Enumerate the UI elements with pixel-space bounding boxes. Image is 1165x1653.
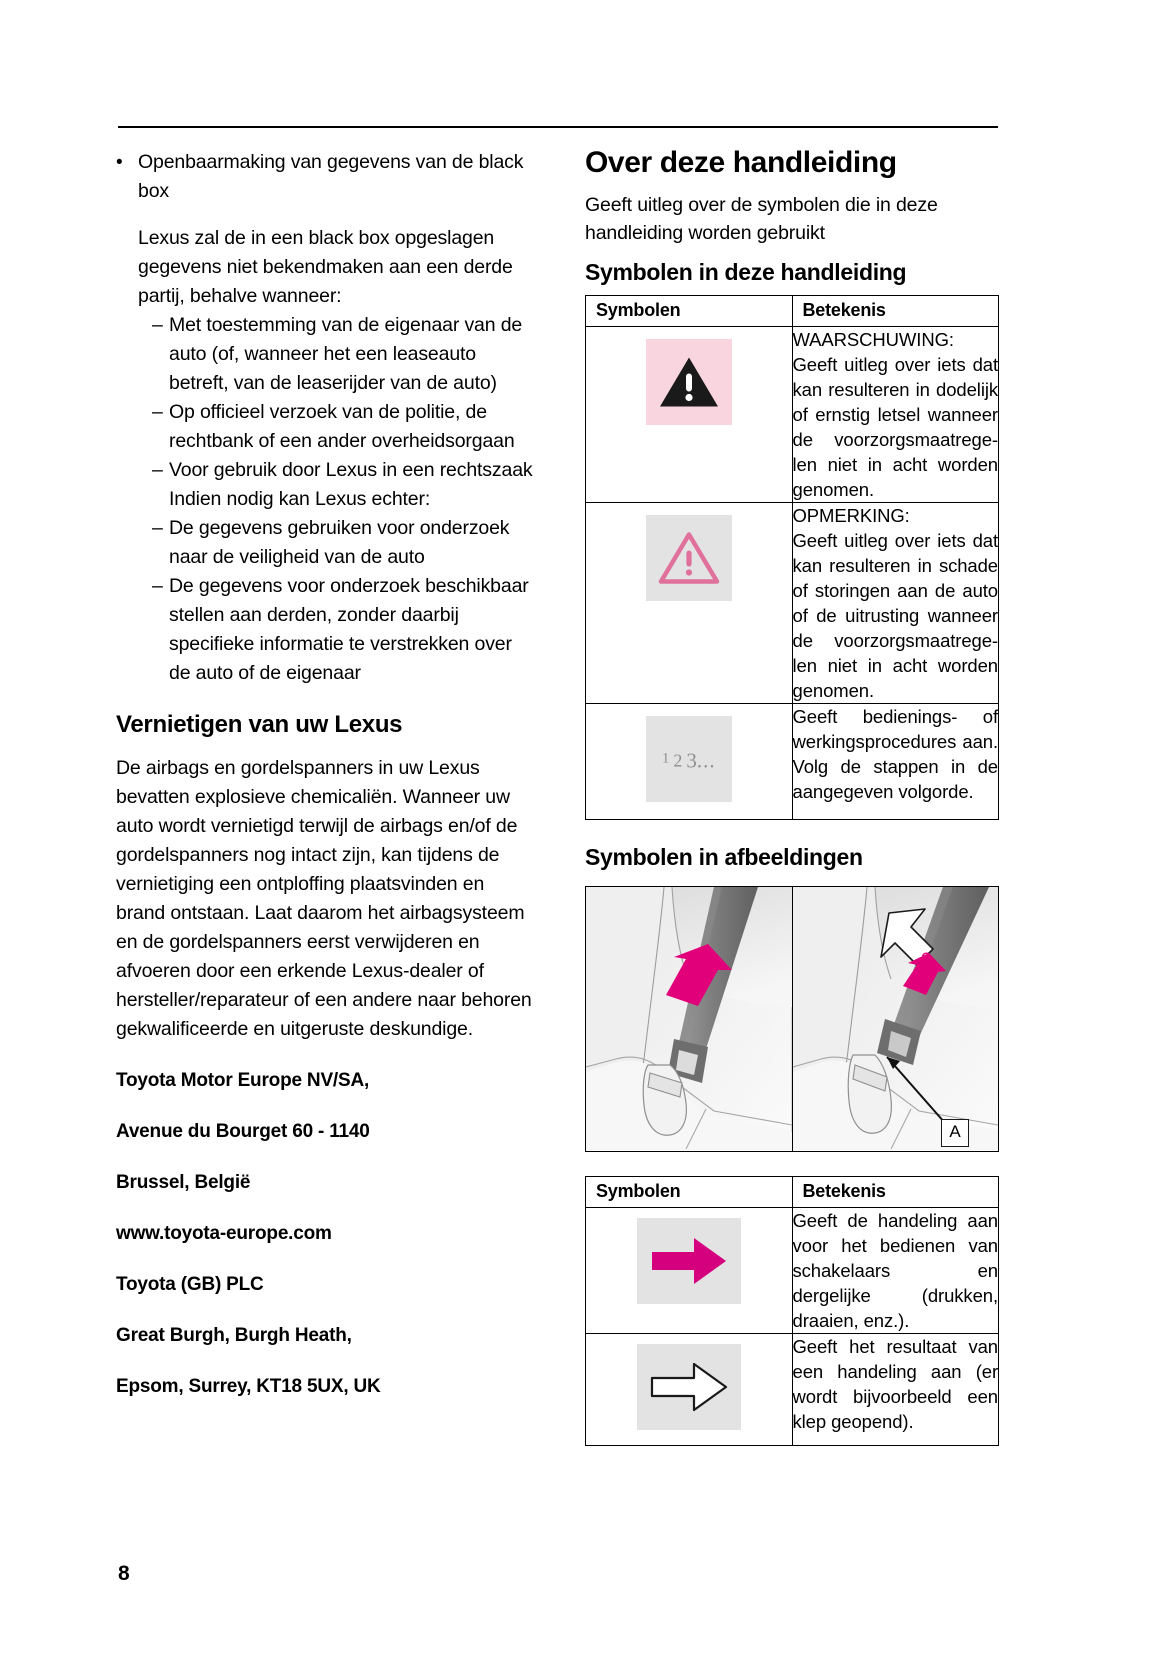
symbols-table-illustrations bbox=[585, 1176, 999, 1446]
dash-item-text: Met toestemming van de eigenaar van de auto (of, wanneer het een leaseauto betreft, van de leaserijder van de auto) bbox=[169, 314, 523, 394]
illustration-callout-a: A bbox=[941, 1119, 969, 1147]
meaning-cell-steps bbox=[792, 704, 999, 820]
meaning-cell-warning bbox=[792, 327, 999, 503]
address-line-3: Brussel, België bbox=[116, 1172, 251, 1193]
meaning-body-action: Geeft de handeling aan voor het bedienen van schakelaars en dergelijke (drukken, draaien, enz.). bbox=[792, 1210, 998, 1331]
dash-marker: – bbox=[152, 401, 163, 423]
intro-text: Geeft uitleg over de symbolen die in deze handleiding worden gebruikt bbox=[585, 194, 938, 244]
left-column bbox=[116, 148, 534, 1401]
dash-item-text: De gegevens voor onderzoek beschikbaar stellen aan derden, zonder daarbij specifieke informatie te verstrekken over de auto of de eigenaar bbox=[169, 575, 529, 684]
symbol-cell-outline-arrow bbox=[586, 1334, 793, 1446]
outline-arrow-right-svg bbox=[650, 1361, 728, 1413]
bullet-text: Openbaarmaking van gegevens van de black box bbox=[138, 151, 524, 202]
page-title: Over deze handleiding bbox=[585, 146, 897, 179]
notice-triangle-icon bbox=[646, 515, 732, 601]
magenta-arrow-right-icon bbox=[637, 1218, 741, 1304]
address-line-6: Great Burgh, Burgh Heath, bbox=[116, 1325, 352, 1346]
dash-marker: – bbox=[152, 459, 163, 481]
bullet-marker: • bbox=[116, 152, 123, 173]
illustration-label-1: 1 bbox=[705, 953, 716, 974]
table-header-row bbox=[586, 296, 999, 327]
dash-item-4 bbox=[152, 514, 534, 572]
table2-row-action-arrow bbox=[586, 1208, 999, 1334]
col2-header-symbolen: Symbolen bbox=[586, 1177, 793, 1208]
address-line-2: Avenue du Bourget 60 - 1140 bbox=[116, 1121, 370, 1142]
illustration-panel-left bbox=[586, 887, 792, 1151]
table-row-steps bbox=[586, 704, 999, 820]
section-paragraph: De airbags en gordelspanners in uw Lexus bevatten explosieve chemicaliën. Wanneer uw auto wordt vernietigd terwijl de airbags en/of de gordelspanners nog intact zijn, kan tijdens de vernietiging een ontploffing plaatsvinden en brand ontstaan. Laat daarom het airbagsysteem en de gordelspanners eerst verwijderen en afvoeren door een erkende Lexus-dealer of hersteller/reparateur of een andere naar behoren gekwalificeerde en uitgeruste deskundige. bbox=[116, 757, 532, 1040]
dash-item-text: Voor gebruik door Lexus in een rechtszaak bbox=[169, 459, 533, 481]
dash-item-text: De gegevens gebruiken voor onderzoek naar de veiligheid van de auto bbox=[169, 517, 510, 568]
table2-header-row bbox=[586, 1177, 999, 1208]
table-row-warning bbox=[586, 327, 999, 503]
magenta-arrow-right-svg bbox=[650, 1235, 728, 1287]
symbol-cell-notice bbox=[586, 503, 793, 704]
table-row-notice bbox=[586, 503, 999, 704]
bullet-item bbox=[116, 148, 534, 206]
table2-row-result-arrow bbox=[586, 1334, 999, 1446]
symbols-table-manual bbox=[585, 295, 999, 820]
table2-heading: Symbolen in afbeeldingen bbox=[585, 844, 863, 870]
table1-heading: Symbolen in deze handleiding bbox=[585, 259, 907, 285]
warning-triangle-icon bbox=[646, 339, 732, 425]
intro-paragraph: Lexus zal de in een black box opgeslagen gegevens niet bekendmaken aan een derde partij, behalve wanneer: bbox=[138, 227, 513, 307]
symbol-cell-magenta-arrow bbox=[586, 1208, 793, 1334]
meaning-cell-notice bbox=[792, 503, 999, 704]
meaning-title-warning: WAARSCHUWING: bbox=[792, 329, 954, 350]
warning-triangle-svg bbox=[658, 355, 720, 410]
dash-item-5 bbox=[152, 572, 534, 688]
dash-item-3 bbox=[152, 456, 534, 485]
meaning-body-notice: Geeft uitleg over iets dat kan resulteren in schade of storingen aan de auto of de uitrusting wanneer de voorzorgsmaatrege-len niet in acht worden genomen. bbox=[792, 530, 998, 701]
dash-item-text: Op officieel verzoek van de politie, de rechtbank of een ander overheidsorgaan bbox=[169, 401, 515, 452]
meaning-body-steps: Geeft bedienings- of werkingsprocedures aan. Volg de stappen in de aangegeven volgorde. bbox=[792, 706, 998, 802]
illustration-label-2: 2 bbox=[921, 950, 932, 971]
address-line-5: Toyota (GB) PLC bbox=[116, 1274, 264, 1295]
dash-marker: – bbox=[152, 517, 163, 539]
address-line-website: www.toyota-europe.com bbox=[116, 1223, 332, 1244]
header-rule bbox=[118, 126, 998, 128]
right-column bbox=[585, 145, 999, 1446]
meaning-cell-result bbox=[792, 1334, 999, 1446]
symbol-cell-warning bbox=[586, 327, 793, 503]
dash-item-2 bbox=[152, 398, 534, 456]
address-line-1: Toyota Motor Europe NV/SA, bbox=[116, 1070, 370, 1091]
col-header-symbolen: Symbolen bbox=[586, 296, 793, 327]
numbered-steps-label: 1 2 3... bbox=[661, 748, 716, 773]
meaning-body-result: Geeft het resultaat van een handeling aan (er wordt bijvoorbeeld een klep geopend). bbox=[792, 1336, 998, 1432]
outline-arrow-right-icon bbox=[637, 1344, 741, 1430]
page-number: 8 bbox=[118, 1562, 130, 1585]
col2-header-betekenis: Betekenis bbox=[792, 1177, 999, 1208]
interstitial-text: Indien nodig kan Lexus echter: bbox=[169, 488, 431, 510]
symbol-cell-steps bbox=[586, 704, 793, 820]
seatbelt-illustration bbox=[585, 886, 999, 1152]
section-heading-vernietigen: Vernietigen van uw Lexus bbox=[116, 711, 403, 738]
dash-marker: – bbox=[152, 575, 163, 597]
illustration-left-svg bbox=[586, 887, 792, 1150]
meaning-cell-action bbox=[792, 1208, 999, 1334]
numbered-steps-icon bbox=[646, 716, 732, 802]
notice-triangle-svg bbox=[658, 531, 720, 586]
meaning-body-warning: Geeft uitleg over iets dat kan resulteren in dodelijk of ernstig letsel wanneer de voorzorgsmaatrege-len niet in acht worden genomen. bbox=[792, 354, 998, 500]
illustration-panel-right bbox=[792, 887, 998, 1151]
dash-item-1 bbox=[152, 311, 534, 398]
address-line-7: Epsom, Surrey, KT18 5UX, UK bbox=[116, 1376, 381, 1397]
illustration-right-svg bbox=[793, 887, 998, 1150]
meaning-title-notice: OPMERKING: bbox=[792, 505, 910, 526]
col-header-betekenis: Betekenis bbox=[792, 296, 999, 327]
dash-marker: – bbox=[152, 314, 163, 336]
